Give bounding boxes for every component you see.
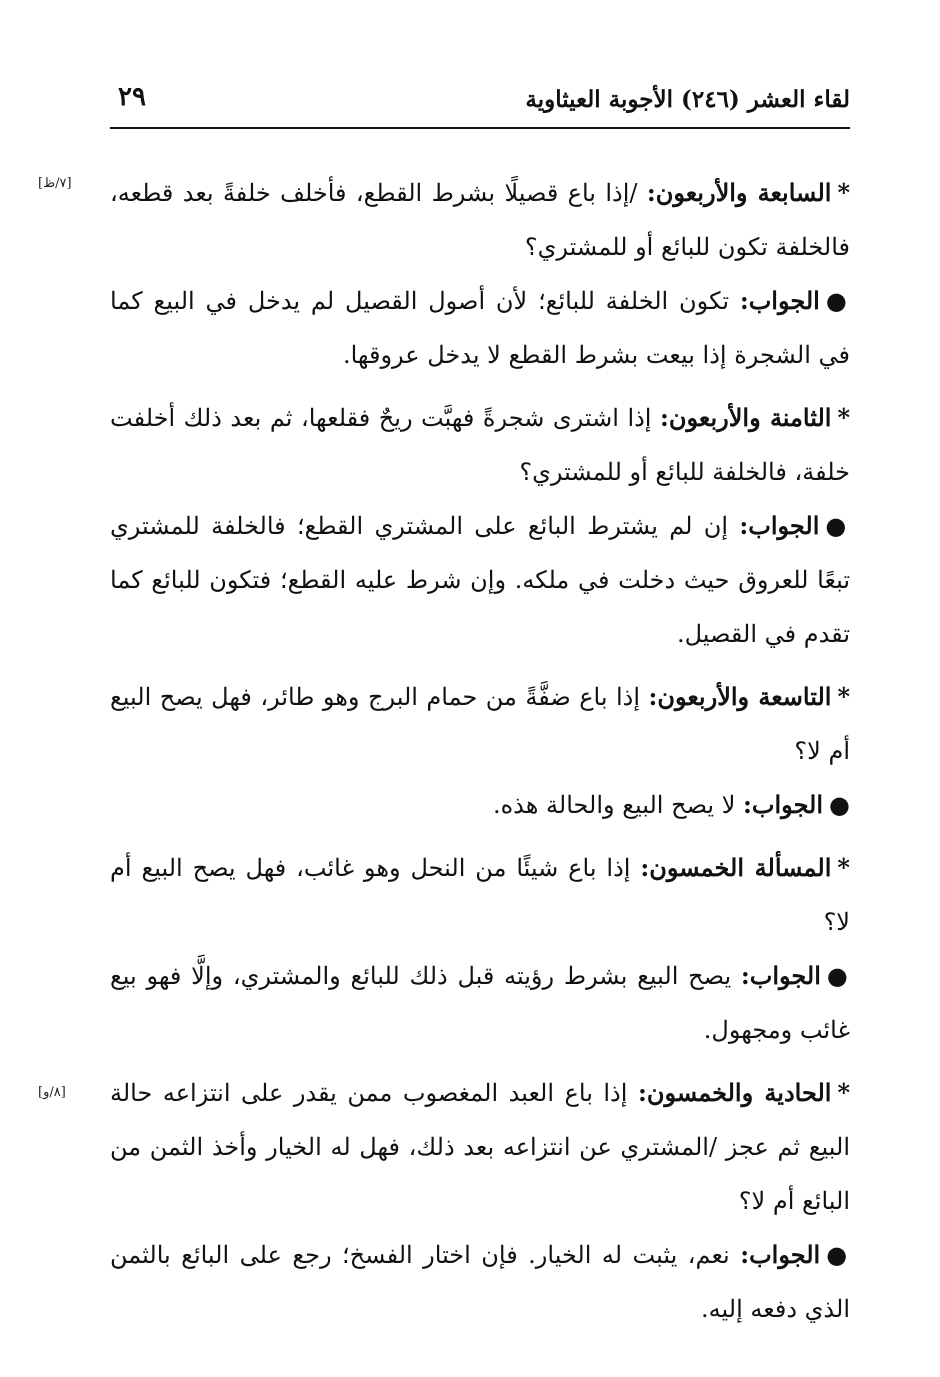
answer-heading: الجواب: [743, 790, 824, 819]
question-paragraph [110, 1066, 850, 1228]
asterisk-marker: * [837, 853, 850, 882]
question-text: إذا باع شيئًا من النحل وهو غائب، فهل يصح البيع أم لا؟ [110, 854, 850, 936]
question-paragraph [110, 391, 850, 499]
question-paragraph [110, 166, 850, 274]
question-heading: السابعة والأربعون: [646, 178, 832, 207]
bullet-marker: ● [825, 286, 850, 315]
bullet-marker: ● [829, 790, 850, 819]
answer-heading: الجواب: [739, 286, 820, 315]
question-text: إذا باع ضفَّةً من حمام البرج وهو طائر، فهل يصح البيع أم لا؟ [110, 683, 850, 765]
bullet-marker: ● [826, 1240, 850, 1269]
answer-text: نعم، يثبت له الخيار. فإن اختار الفسخ؛ رجع على البائع بالثمن الذي دفعه إليه. [110, 1241, 850, 1323]
asterisk-marker: * [837, 682, 850, 711]
question-paragraph [110, 841, 850, 949]
asterisk-marker: * [837, 1078, 851, 1107]
margin-folio-ref: [٨/و] [38, 1085, 66, 1100]
question-paragraph [110, 670, 850, 778]
question-heading: التاسعة والأربعون: [648, 682, 832, 711]
page-header [110, 78, 850, 128]
running-title: لقاء العشر (٢٤٦) الأجوبة العيثاوية [525, 86, 850, 113]
answer-heading: الجواب: [740, 1240, 821, 1269]
page-number: ٢٩ [118, 82, 146, 112]
question-text: /إذا باع قصيلًا بشرط القطع، فأخلف خلفةً بعد قطعه، فالخلفة تكون للبائع أو للمشتري؟ [110, 179, 850, 261]
answer-paragraph [110, 1228, 850, 1336]
question-text: إذا اشترى شجرةً فهبَّت ريحٌ فقلعها، ثم بعد ذلك أخلفت خلفة، فالخلفة للبائع أو للمشتري؟ [110, 404, 850, 486]
answer-heading: الجواب: [739, 511, 820, 540]
question-text: إذا باع العبد المغصوب ممن يقدر على انتزاعه حالة البيع ثم عجز /المشتري عن انتزاعه بعد ذلك، فهل له الخيار وأخذ الثمن من البائع أم لا؟ [110, 1079, 850, 1215]
question-heading: الحادية والخمسون: [637, 1078, 832, 1107]
answer-text: إن لم يشترط البائع على المشتري القطع؛ فالخلفة للمشتري تبعًا للعروق حيث دخلت في ملكه. وإن شرط عليه القطع؛ فتكون للبائع كما تقدم في القصيل. [110, 512, 850, 648]
answer-paragraph [110, 274, 850, 382]
question-heading: المسألة الخمسون: [640, 853, 832, 882]
answer-paragraph [110, 949, 850, 1057]
answer-text: تكون الخلفة للبائع؛ لأن أصول القصيل لم يدخل في البيع كما في الشجرة إذا بيعت بشرط القطع لا يدخل عروقها. [110, 287, 850, 369]
asterisk-marker: * [837, 178, 851, 207]
answer-paragraph [110, 778, 850, 832]
page-body [110, 166, 850, 1336]
asterisk-marker: * [837, 403, 851, 432]
question-heading: الثامنة والأربعون: [660, 403, 832, 432]
header-rule [110, 127, 850, 129]
answer-heading: الجواب: [740, 961, 821, 990]
answer-text: لا يصح البيع والحالة هذه. [492, 791, 736, 819]
answer-paragraph [110, 499, 850, 661]
bullet-marker: ● [825, 511, 850, 540]
answer-text: يصح البيع بشرط رؤيته قبل ذلك للبائع والمشتري، وإلَّا فهو بيع غائب ومجهول. [110, 962, 850, 1044]
bullet-marker: ● [826, 961, 850, 990]
margin-folio-ref: [٧/ظ] [38, 176, 72, 191]
